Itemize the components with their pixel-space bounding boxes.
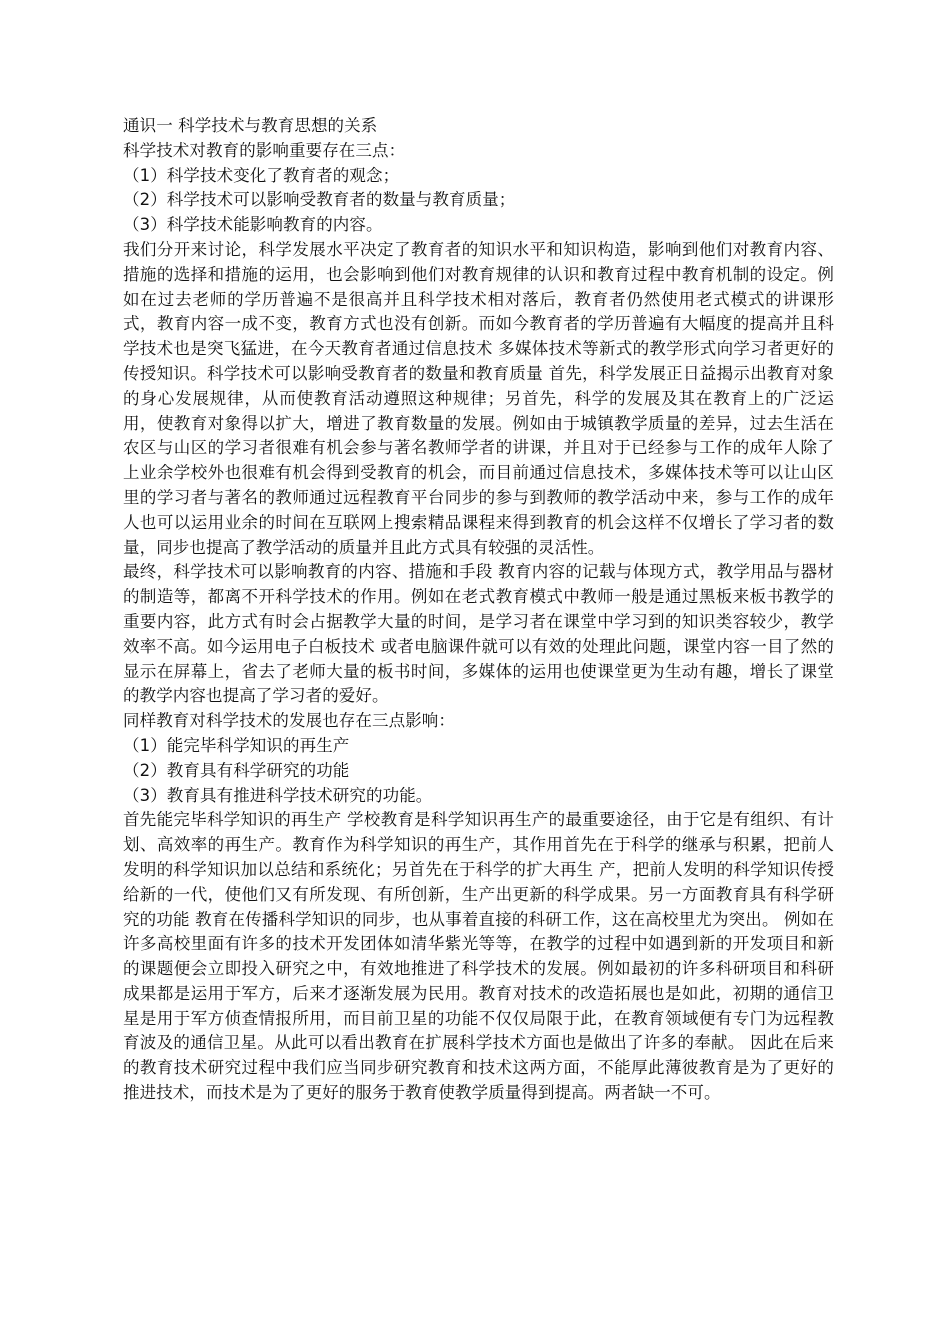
paragraph-conclusion: 首先能完毕科学知识的再生产 学校教育是科学知识再生产的最重要途径，由于它是有组织、有计 划、高效率的再生产。教育作为科学知识的再生产，其作用首先在于科学的继承与积累，把前人发明的科学知识加以总结和系统化；另首先在于科学的扩大再生 产，把前人发明的科学知识传授给新的一代，使他们又有所发现、有所创新，生产出更新的科学成果。另一方面教育具有科学研究的功能 教育在传播科学知识的同步，也从事着直接的科研工作，这在高校里尤为突出。 例如在许多高校里面有许多的技术开发团体如清华紫光等等，在教学的过程中如遇到新的开发项目和新的课题便会立即投入研究之中，有效地推进了科学技术的发展。例如最初的许多科研项目和科研成果都是运用于军方，后来才逐渐发展为民用。教育对技术的改造拓展也是如此，初期的通信卫星是用于军方侦查情报所用，而目前卫星的功能不仅仅局限于此，在教育领域便有专门为远程教育波及的通信卫星。从此可以看出教育在扩展科学技术方面也是做出了许多的奉献。 因此在后来的教育技术研究过程中我们应当同步研究教育和技术这两方面，不能厚此薄彼教育是为了更好的推进技术，而技术是为了更好的服务于教育使教学质量得到提高。两者缺一不可。 xyxy=(123,810,834,1103)
list-item: （1）能完毕科学知识的再生产 xyxy=(123,735,350,755)
document-body xyxy=(123,114,834,1106)
list-item: （2）教育具有科学研究的功能 xyxy=(123,760,350,780)
document-title: 通识一 科学技术与教育思想的关系 xyxy=(123,116,378,135)
paragraph-discussion: 我们分开来讨论，科学发展水平决定了教育者的知识水平和知识构造，影响到他们对教育内容、措施的选择和措施的运用，也会影响到他们对教育规律的认识和教育过程中教育机制的设定。例如在过去老师的学历普遍不是很高并且科学技术相对落后，教育者仍然使用老式模式的讲课形式，教育内容一成不变，教育方式也没有创新。而如今教育者的学历普遍有大幅度的提高并且科学技术也是突飞猛进，在今天教育者通过信息技术 多媒体技术等新式的教学形式向学习者更好的传授知识。科学技术可以影响受教育者的数量和教育质量 首先，科学发展正日益揭示出教育对象的身心发展规律，从而使教育活动遵照这种规律；另首先，科学的发展及其在教育上的广泛运用，使教育对象得以扩大，增进了教育数量的发展。例如由于城镇教学质量的差异，过去生活在农区与山区的学习者很难有机会参与著名教师学者的讲课，并且对于已经参与工作的成年人除了上业余学校外也很难有机会得到受教育的机会，而目前通过信息技术，多媒体技术等可以让山区里的学习者与著名的教师通过远程教育平台同步的参与到教师的教学活动中来，参与工作的成年人也可以运用业余的时间在互联网上搜索精品课程来得到教育的机会这样不仅增长了学习者的数量，同步也提高了教学活动的质量并且此方式具有较强的灵活性。 xyxy=(123,239,834,557)
list-item: （3）科学技术能影响教育的内容。 xyxy=(123,215,383,235)
list-item: （2）科学技术可以影响受教育者的数量与教育质量； xyxy=(123,190,516,210)
list-item: （3）教育具有推进科学技术研究的功能。 xyxy=(123,785,433,805)
list-item: （1）科学技术变化了教育者的观念； xyxy=(123,165,400,185)
intro-education-on-science: 同样教育对科学技术的发展也存在三点影响： xyxy=(123,711,455,731)
intro-science-on-education: 科学技术对教育的影响重要存在三点： xyxy=(123,140,406,160)
paragraph-content-methods: 最终，科学技术可以影响教育的内容、措施和手段 教育内容的记载与体现方式，教学用品与器材的制造等，都离不开科学技术的作用。例如在老式教育模式中教师一般是通过黑板来板书教学的重要内容，此方式有时会占据教学大量的时间，是学习者在课堂中学习到的知识类容较少，教学效率不高。如今运用电子白板技术 或者电脑课件就可以有效的处理此问题，课堂内容一目了然的显示在屏幕上，省去了老师大量的板书时间，多媒体的运用也使课堂更为生动有趣，增长了课堂的教学内容也提高了学习者的爱好。 xyxy=(123,562,834,706)
